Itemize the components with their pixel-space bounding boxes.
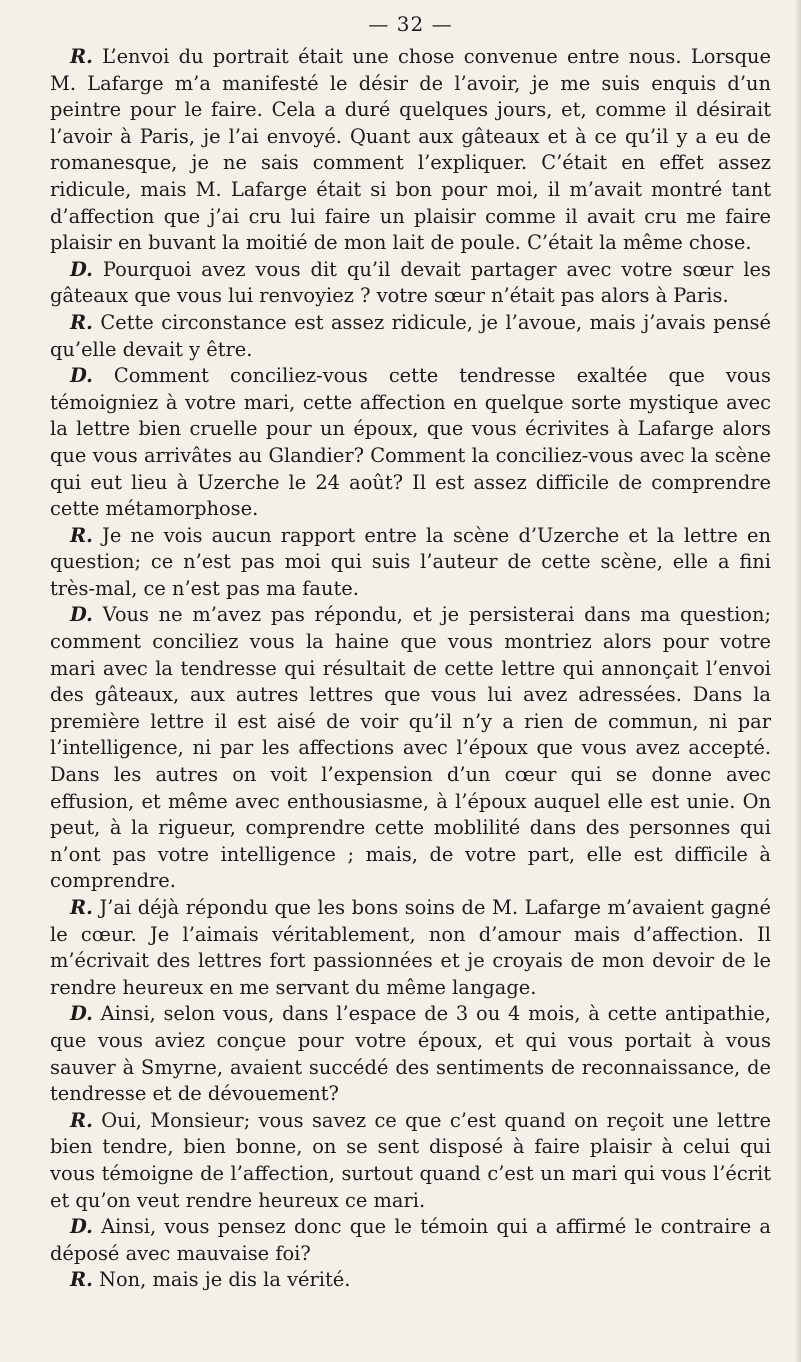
paragraph — [50, 44, 771, 257]
paragraph — [50, 1001, 771, 1107]
paragraph — [50, 523, 771, 603]
paragraph — [50, 363, 771, 523]
paragraph-text: Je ne vois aucun rapport entre la scène d’Uzerche et la lettre en question; ce n’est pas moi qui suis l’auteur de cette scène, elle a fini très-mal, ce n’est pas ma faute. — [50, 523, 771, 600]
paragraph-text: Comment conciliez-vous cette tendresse exaltée que vous témoigniez à votre mari, cette affection en quelque sorte mystique avec la lettre bien cruelle pour un époux, que vous écrivites à Lafarge alors que vous arrivâtes au Glandier? Comment la conciliez-vous avec la scène qui eut lieu à Uzerche le 24 août? Il est assez difficile de comprendre cette métamorphose. — [50, 364, 771, 521]
paragraph — [50, 257, 771, 310]
paragraph — [50, 895, 771, 1001]
page-edge-shadow — [795, 0, 801, 1362]
speaker-label: R. — [70, 45, 93, 68]
paragraph-text: Cette circonstance est assez ridicule, je l’avoue, mais j’avais pensé qu’elle devait y être. — [50, 310, 771, 361]
paragraph-text: Non, mais je dis la vérité. — [92, 1268, 351, 1292]
speaker-label: D. — [70, 257, 93, 281]
paragraph — [50, 1267, 771, 1294]
speaker-label: D. — [70, 1215, 93, 1239]
paragraph-text: Oui, Monsieur; vous savez ce que c’est quand on reçoit une lettre bien tendre, bien bonne, on se sent disposé à faire plaisir à celui qui vous témoigne de l’affection, surtout quand c’est un mari qui vous l’écrit et qu’on veut rendre heureux ce mari. — [50, 1108, 771, 1212]
paragraph-text: Pourquoi avez vous dit qu’il devait partager avec votre sœur les gâteaux que vous lui renvoyiez ? votre sœur n’était pas alors à Paris. — [50, 257, 771, 308]
paragraph-text: Vous ne m’avez pas répondu, et je persisterai dans ma question; comment conciliez vous la haine que vous montriez alors pour votre mari avec la tendresse qui résultait de cette lettre qui annonçait l’envoi des gâteaux, aux autres lettres que vous lui avez adressées. Dans la première lettre il est aisé de voir qu’il n’y a rien de commun, ni par l’intelligence, ni par les affections avec l’époux que vous avez accepté. Dans les autres on voit l’expension d’un cœur qui se donne avec effusion, et même avec enthousiasme, à l’époux auquel elle est unie. On peut, à la rigueur, comprendre cette moblilité dans des personnes qui n’ont pas votre intelligence ; mais, de votre part, elle est difficile à comprendre. — [50, 603, 771, 893]
paragraph-text: J’ai déjà répondu que les bons soins de M. Lafarge m’avaient gagné le cœur. Je l’aimais véritablement, non d’amour mais d’affection. Il m’écrivait des lettres fort passionnées et je croyais de mon devoir de le rendre heureux en me servant du même langage. — [50, 896, 771, 999]
paragraph-text: Ainsi, vous pensez donc que le témoin qui a affirmé le contraire a déposé avec mauvaise foi? — [50, 1215, 771, 1265]
page-number: — 32 — — [368, 12, 453, 36]
paragraph-text: Ainsi, selon vous, dans l’espace de 3 ou 4 mois, à cette antipathie, que vous aviez conçue pour votre époux, et qui vous portait à vous sauver à Smyrne, avaient succédé des sentiments de reconnaissance, de tendresse et de dévouement? — [50, 1002, 771, 1106]
speaker-label: D. — [70, 364, 93, 388]
speaker-label: R. — [70, 896, 93, 919]
paragraph — [50, 1214, 771, 1267]
speaker-label: R. — [70, 1268, 93, 1292]
speaker-label: R. — [70, 523, 93, 547]
speaker-label: D. — [70, 1002, 93, 1026]
speaker-label: D. — [70, 603, 93, 627]
paragraph — [50, 310, 771, 363]
paragraph — [50, 602, 771, 895]
paragraph — [50, 1108, 771, 1214]
speaker-label: R. — [70, 310, 93, 334]
paragraph-text: L’envoi du portrait était une chose convenue entre nous. Lorsque M. Lafarge m’a manifesté le désir de l’avoir, je me suis enquis d’un peintre pour le faire. Cela a duré quelques jours, et, comme il désirait l’avoir à Paris, je l’ai envoyé. Quant aux gâteaux et à ce qu’il y a eu de romanesque, je ne sais comment l’expliquer. C’était en effet assez ridicule, mais M. Lafarge était si bon pour moi, il m’avait montré tant d’affection que j’ai cru lui faire un plaisir comme il avait cru me faire plaisir en buvant la moitié de mon lait de poule. C’était la même chose. — [50, 45, 771, 255]
speaker-label: R. — [70, 1108, 93, 1132]
